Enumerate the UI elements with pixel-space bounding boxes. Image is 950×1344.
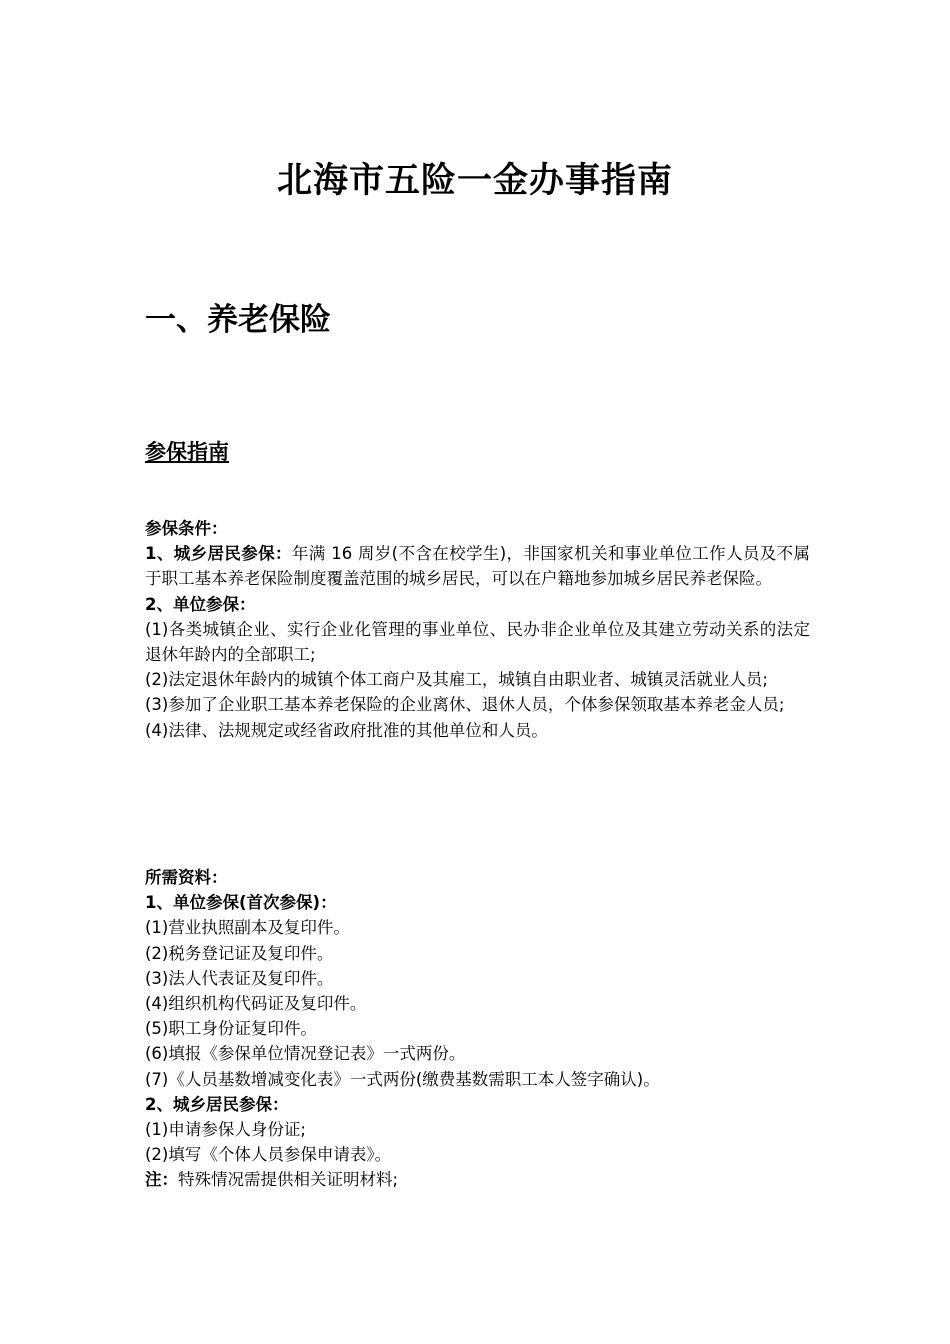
condition-item-resident-title: 1、城乡居民参保： bbox=[145, 544, 292, 564]
materials-resident-item: (2)填写《个体人员参保申请表》。 bbox=[145, 1145, 392, 1165]
condition-item-resident bbox=[145, 541, 810, 591]
condition-point: (1)各类城镇企业、实行企业化管理的事业单位、民办非企业单位及其建立劳动关系的法定退休年龄内的全部职工; bbox=[145, 619, 810, 665]
section-heading-pension: 一、养老保险 bbox=[145, 302, 331, 338]
materials-section bbox=[145, 865, 810, 1193]
materials-unit-item: (7)《人员基数增减变化表》一式两份(缴费基数需职工本人签字确认)。 bbox=[145, 1069, 660, 1089]
condition-item-unit-title: 2、单位参保： bbox=[145, 594, 256, 614]
materials-unit-item: (1)营业执照副本及复印件。 bbox=[145, 918, 350, 938]
document-title: 北海市五险一金办事指南 bbox=[276, 161, 673, 201]
conditions-label: 参保条件： bbox=[145, 519, 228, 538]
condition-point: (3)参加了企业职工基本养老保险的企业离休、退休人员，个体参保领取基本养老金人员; bbox=[145, 695, 785, 715]
materials-unit-title: 1、单位参保(首次参保)： bbox=[145, 893, 337, 913]
materials-label: 所需资料： bbox=[145, 868, 228, 887]
materials-unit-item: (5)职工身份证复印件。 bbox=[145, 1019, 317, 1039]
materials-unit-item: (2)税务登记证及复印件。 bbox=[145, 943, 334, 963]
materials-resident-item: (1)申请参保人身份证; bbox=[145, 1120, 306, 1140]
condition-point: (2)法定退休年龄内的城镇个体工商户及其雇工，城镇自由职业者、城镇灵活就业人员; bbox=[145, 670, 768, 690]
condition-point: (4)法律、法规规定或经省政府批准的其他单位和人员。 bbox=[145, 720, 548, 740]
conditions-section bbox=[145, 516, 810, 743]
condition-item-resident-text: 年满 16 周岁(不含在校学生)，非国家机关和事业单位工作人员及不属于职工基本养老保险制度覆盖范围的城乡居民，可以在户籍地参加城乡居民养老保险。 bbox=[145, 544, 810, 589]
materials-unit-item: (3)法人代表证及复印件。 bbox=[145, 968, 334, 988]
materials-note-text: 特殊情况需提供相关证明材料; bbox=[178, 1170, 399, 1190]
materials-note bbox=[145, 1167, 810, 1192]
materials-unit-item: (4)组织机构代码证及复印件。 bbox=[145, 994, 367, 1014]
materials-note-label: 注： bbox=[145, 1170, 178, 1190]
materials-resident-title: 2、城乡居民参保： bbox=[145, 1094, 289, 1114]
subsection-heading-guide: 参保指南 bbox=[145, 440, 229, 464]
materials-unit-item: (6)填报《参保单位情况登记表》一式两份。 bbox=[145, 1044, 466, 1064]
